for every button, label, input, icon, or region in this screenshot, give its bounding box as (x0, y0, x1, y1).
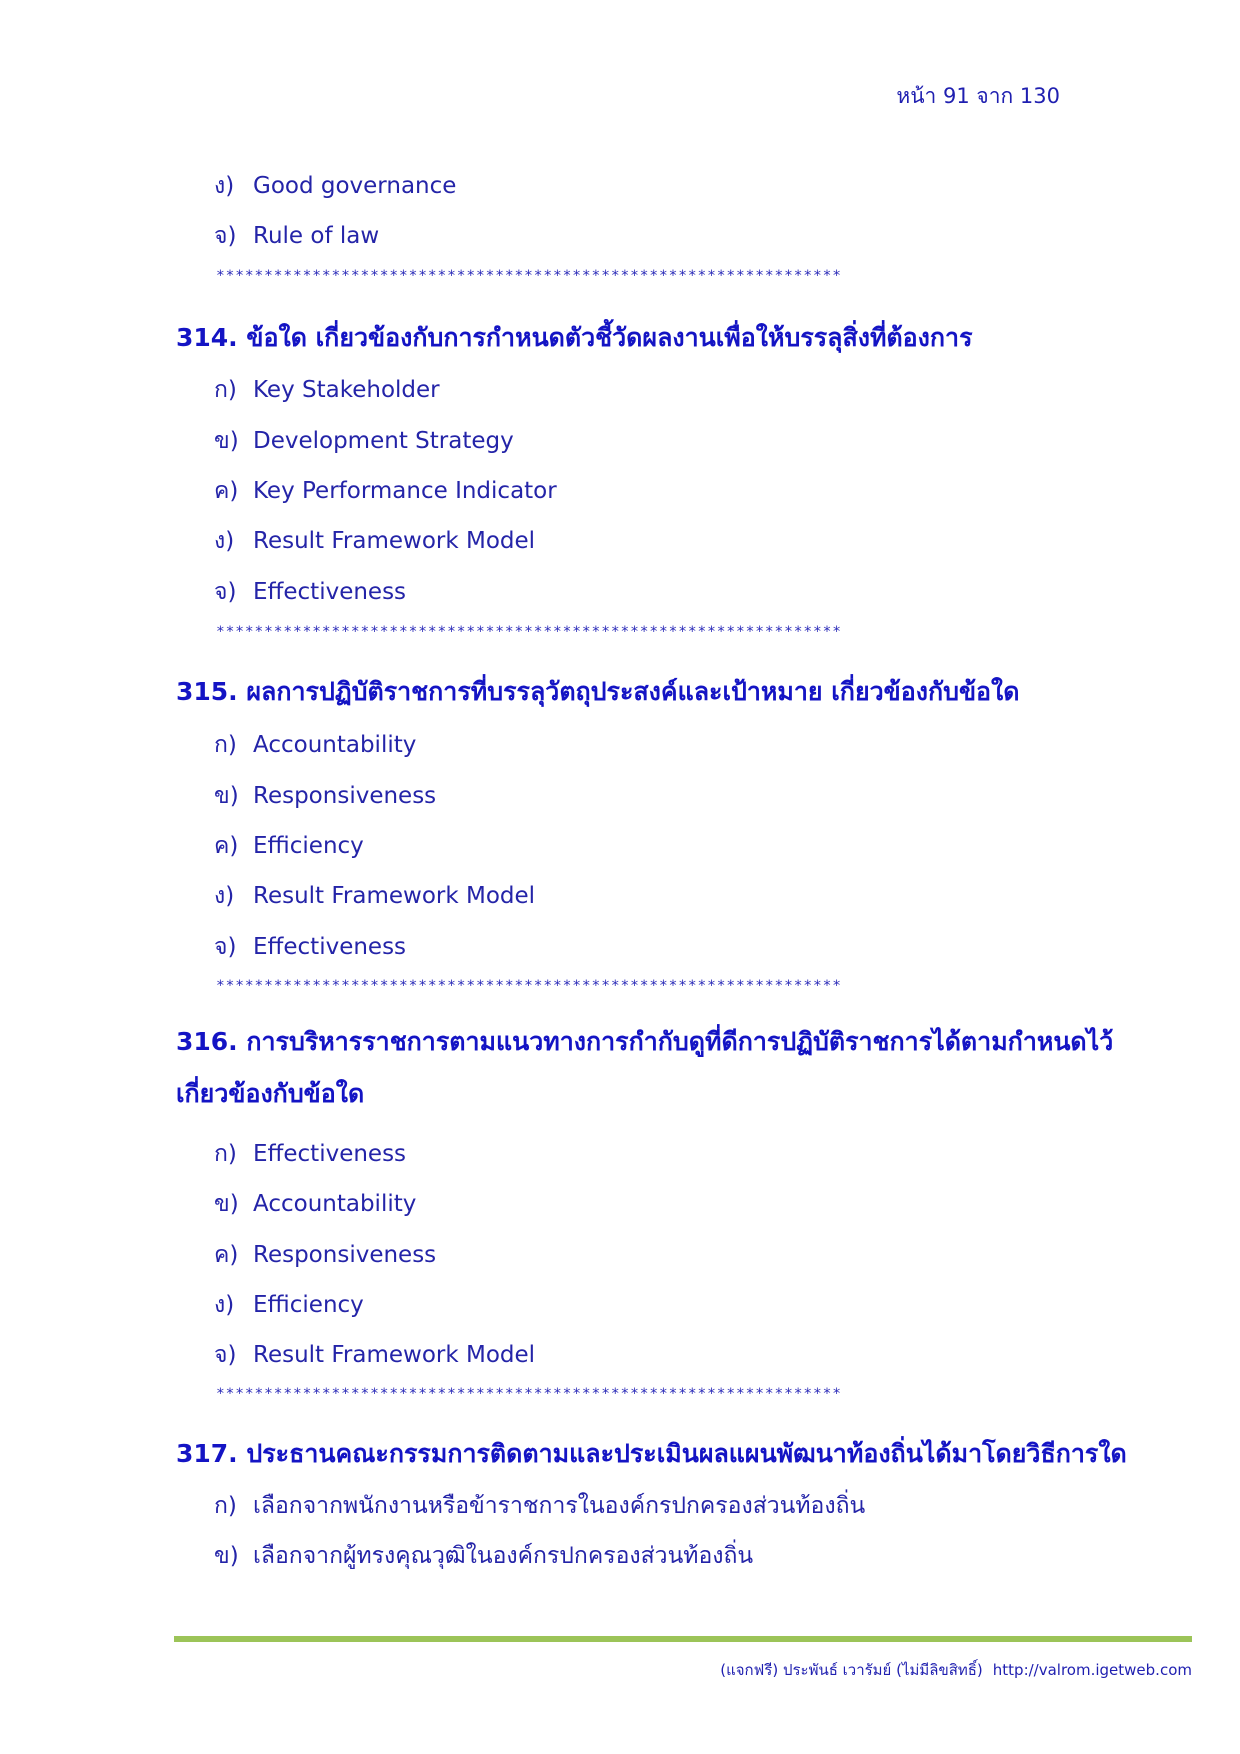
option-text: Effectiveness (253, 934, 407, 960)
option-text: เลือกจากผู้ทรงคุณวุฒิในองค์กรปกครองส่วนท้องถิ่น (253, 1543, 754, 1569)
option-letter: ค) (214, 1242, 239, 1268)
option-letter: ก) (214, 1493, 237, 1519)
option-a (214, 372, 440, 408)
option-e (214, 1337, 535, 1373)
option-letter: จ) (214, 1342, 237, 1368)
option-text: Rule of law (253, 223, 380, 249)
option-text: Result Framework Model (253, 528, 536, 554)
question-315: 315. ผลการปฏิบัติราชการที่บรรลุวัตถุประสงค์และเป้าหมาย เกี่ยวข้องกับข้อใด (176, 677, 1020, 706)
option-letter: ก) (214, 1141, 237, 1167)
option-e (214, 218, 379, 254)
option-text: Efficiency (253, 1292, 364, 1318)
option-text: Responsiveness (253, 783, 437, 809)
footer-url[interactable]: http://valrom.igetweb.com (992, 1661, 1192, 1679)
option-text: Key Performance Indicator (253, 478, 557, 504)
option-b (214, 1186, 416, 1222)
option-letter: จ) (214, 223, 237, 249)
option-letter: ข) (214, 428, 239, 454)
separator: ***************************************************************** (216, 268, 842, 284)
option-letter: ง) (214, 528, 235, 554)
option-d (214, 1287, 364, 1323)
option-letter: ง) (214, 173, 235, 199)
separator: ***************************************************************** (216, 624, 842, 640)
option-text: Development Strategy (253, 428, 514, 454)
option-c (214, 1237, 436, 1273)
option-b (214, 423, 514, 459)
option-letter: ค) (214, 478, 239, 504)
option-letter: ค) (214, 833, 239, 859)
option-letter: ง) (214, 1292, 235, 1318)
option-letter: ก) (214, 377, 237, 403)
option-d (214, 878, 535, 914)
option-e (214, 929, 406, 965)
separator: ***************************************************************** (216, 1386, 842, 1402)
option-text: Effectiveness (253, 1141, 407, 1167)
separator: ***************************************************************** (216, 978, 842, 994)
option-text: Result Framework Model (253, 1342, 536, 1368)
option-d (214, 168, 456, 204)
option-text: Result Framework Model (253, 883, 536, 909)
question-314: 314. ข้อใด เกี่ยวข้องกับการกำหนดตัวชี้วัดผลงานเพื่อให้บรรลุสิ่งที่ต้องการ (176, 323, 973, 352)
option-a (214, 727, 416, 763)
option-letter: ง) (214, 883, 235, 909)
option-c (214, 828, 364, 864)
option-e (214, 574, 406, 610)
option-text: Effectiveness (253, 579, 407, 605)
footer-credit: (แจกฟรี) ประพันธ์ เวารัมย์ (ไม่มีลิขสิทธิ์) (720, 1661, 983, 1679)
option-a (214, 1488, 865, 1524)
option-letter: ก) (214, 732, 237, 758)
option-d (214, 523, 535, 559)
option-letter: ข) (214, 1191, 239, 1217)
question-317: 317. ประธานคณะกรรมการติดตามและประเมินผลแผนพัฒนาท้องถิ่นได้มาโดยวิธีการใด (176, 1439, 1127, 1468)
option-a (214, 1136, 406, 1172)
option-letter: จ) (214, 934, 237, 960)
option-text: Accountability (253, 1191, 417, 1217)
option-text: Responsiveness (253, 1242, 437, 1268)
option-b (214, 1538, 753, 1574)
option-b (214, 778, 436, 814)
option-text: Efficiency (253, 833, 364, 859)
option-text: เลือกจากพนักงานหรือข้าราชการในองค์กรปกครองส่วนท้องถิ่น (253, 1493, 866, 1519)
option-c (214, 473, 557, 509)
option-text: Accountability (253, 732, 417, 758)
question-316: 316. การบริหารราชการตามแนวทางการกำกับดูที่ดีการปฏิบัติราชการได้ตามกำหนดไว้ เกี่ยวข้องกับข้อใด (176, 1027, 1114, 1108)
option-text: Good governance (253, 173, 457, 199)
footer-divider (174, 1636, 1192, 1642)
option-text: Key Stakeholder (253, 377, 440, 403)
option-letter: จ) (214, 579, 237, 605)
option-letter: ข) (214, 1543, 239, 1569)
option-letter: ข) (214, 783, 239, 809)
footer (720, 1658, 1192, 1682)
page-number: หน้า 91 จาก 130 (896, 84, 1060, 108)
